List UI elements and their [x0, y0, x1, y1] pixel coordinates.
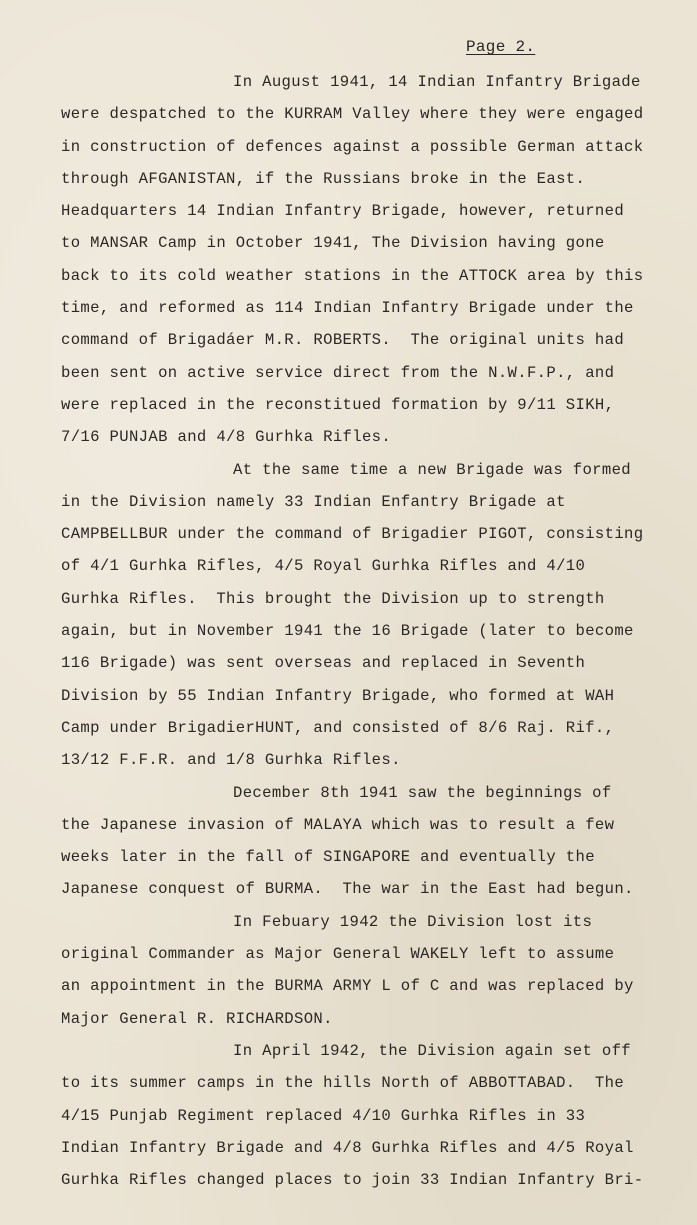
text-line: again, but in November 1941 the 16 Brigade (later to become	[61, 622, 634, 641]
text-line: the Japanese invasion of MALAYA which was to result a few	[61, 815, 615, 834]
text-line: command of Brigadáer M.R. ROBERTS. The original units had	[61, 331, 625, 350]
text-line: 4/15 Punjab Regiment replaced 4/10 Gurhka Rifles in 33	[61, 1106, 586, 1125]
text-line: 7/16 PUNJAB and 4/8 Gurhka Rifles.	[61, 428, 392, 447]
text-line: back to its cold weather stations in the ATTOCK area by this	[61, 266, 644, 285]
paragraph-first-line: At the same time a new Brigade was formed	[233, 460, 632, 479]
text-line: of 4/1 Gurhka Rifles, 4/5 Royal Gurhka Rifles and 4/10	[61, 557, 586, 576]
text-line: Headquarters 14 Indian Infantry Brigade, however, returned	[61, 202, 625, 221]
paragraph-first-line: December 8th 1941 saw the beginnings of	[233, 783, 612, 802]
paragraph-first-line: In August 1941, 14 Indian Infantry Brigade	[233, 73, 641, 91]
text-line: Division by 55 Indian Infantry Brigade, who formed at WAH	[61, 686, 615, 705]
text-line: weeks later in the fall of SINGAPORE and eventually the	[61, 848, 595, 867]
text-line: in construction of defences against a possible German attack	[61, 137, 644, 156]
text-line: were despatched to the KURRAM Valley where they were engaged	[61, 105, 644, 124]
text-line: 116 Brigade) was sent overseas and replaced in Seventh	[61, 654, 586, 673]
text-line: Camp under BrigadierHUNT, and consisted of 8/6 Raj. Rif.,	[61, 718, 615, 737]
text-line: time, and reformed as 114 Indian Infantry Brigade under the	[61, 299, 634, 318]
text-line: Gurhka Rifles changed places to join 33 Indian Infantry Bri-	[61, 1171, 644, 1190]
text-line: to MANSAR Camp in October 1941, The Division having gone	[61, 234, 605, 253]
text-line: 13/12 F.F.R. and 1/8 Gurhka Rifles.	[61, 751, 401, 770]
text-line: were replaced in the reconstitued formation by 9/11 SIKH,	[61, 395, 615, 414]
text-line: to its summer camps in the hills North of ABBOTTABAD. The	[61, 1074, 625, 1093]
text-line: been sent on active service direct from the N.W.F.P., and	[61, 363, 615, 382]
text-line: an appointment in the BURMA ARMY L of C and was replaced by	[61, 977, 634, 996]
page-number: Page 2.	[466, 38, 536, 56]
text-line: in the Division namely 33 Indian Enfantry Brigade at	[61, 492, 566, 511]
text-line: Japanese conquest of BURMA. The war in the East had begun.	[61, 880, 634, 899]
document-body	[61, 66, 661, 1196]
text-line: Major General R. RICHARDSON.	[61, 1009, 333, 1028]
paragraph-first-line: In April 1942, the Division again set off	[233, 1041, 632, 1060]
text-line: CAMPBELLBUR under the command of Brigadier PIGOT, consisting	[61, 525, 644, 544]
text-line: through AFGANISTAN, if the Russians broke in the East.	[61, 169, 586, 188]
text-line: Indian Infantry Brigade and 4/8 Gurhka Rifles and 4/5 Royal	[61, 1138, 634, 1157]
text-line: Gurhka Rifles. This brought the Division up to strength	[61, 589, 605, 608]
text-line: original Commander as Major General WAKELY left to assume	[61, 945, 615, 964]
paragraph-first-line: In Febuary 1942 the Division lost its	[233, 912, 593, 931]
